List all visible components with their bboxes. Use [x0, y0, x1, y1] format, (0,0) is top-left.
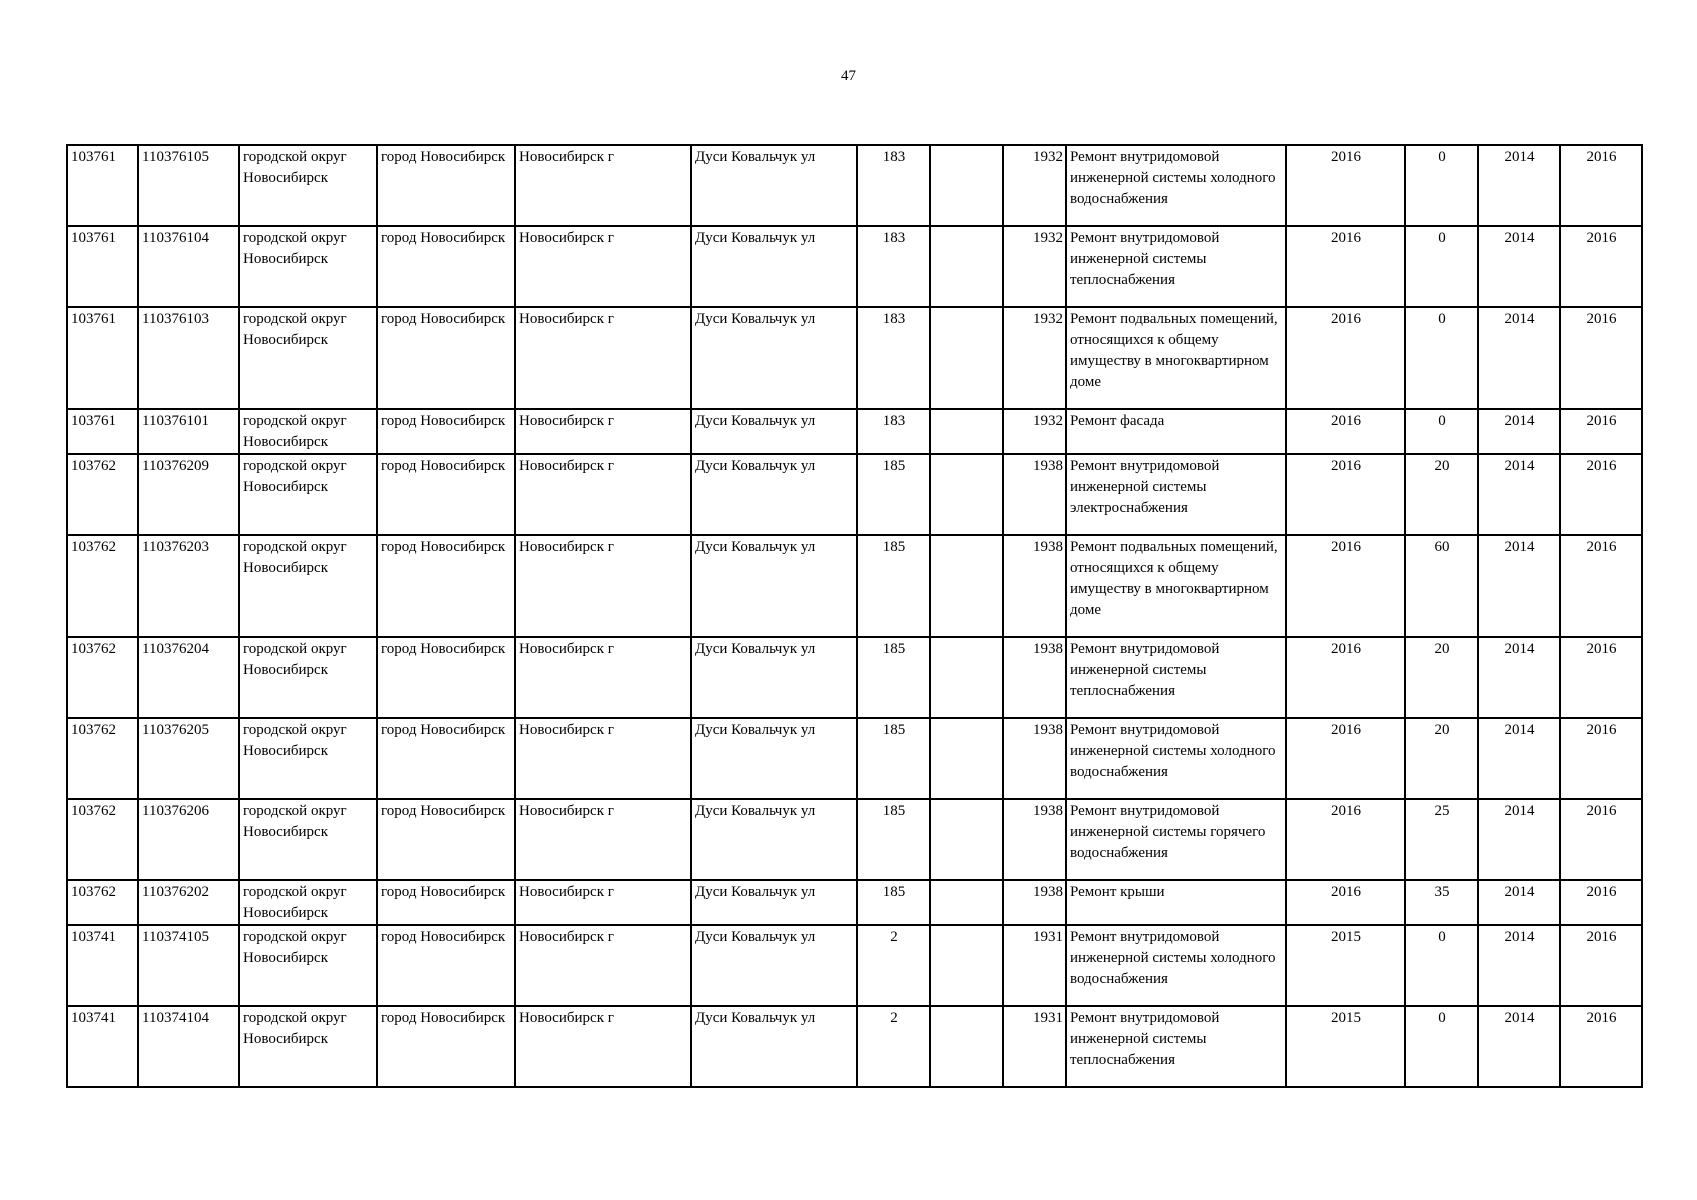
cell-period-end: 2016 [1560, 637, 1642, 718]
cell-settlement: город Новосибирск [377, 637, 515, 718]
cell-object-id: 103762 [67, 637, 138, 718]
cell-planned-year: 2016 [1286, 637, 1405, 718]
cell-object-id: 103762 [67, 535, 138, 637]
cell-street: Дуси Ковальчук ул [691, 454, 857, 535]
cell-street: Дуси Ковальчук ул [691, 925, 857, 1006]
cell-planned-year: 2015 [1286, 925, 1405, 1006]
cell-house-number: 183 [857, 226, 930, 307]
cell-period-start: 2014 [1478, 226, 1560, 307]
cell-object-id: 103761 [67, 226, 138, 307]
cell-construction-year: 1938 [1003, 535, 1066, 637]
cell-city: Новосибирск г [515, 637, 691, 718]
cell-city: Новосибирск г [515, 145, 691, 226]
cell-period-end: 2016 [1560, 718, 1642, 799]
cell-work-type: Ремонт фасада [1066, 409, 1286, 454]
cell-house-number: 185 [857, 637, 930, 718]
cell-wear-value: 0 [1405, 145, 1478, 226]
cell-city: Новосибирск г [515, 718, 691, 799]
cell-planned-year: 2016 [1286, 718, 1405, 799]
repair-registry-table [66, 144, 1643, 1088]
cell-period-end: 2016 [1560, 454, 1642, 535]
cell-work-code: 110376209 [138, 454, 239, 535]
cell-planned-year: 2016 [1286, 799, 1405, 880]
cell-wear-value: 20 [1405, 718, 1478, 799]
cell-work-code: 110376104 [138, 226, 239, 307]
cell-period-start: 2014 [1478, 145, 1560, 226]
cell-municipal-district: городской округ Новосибирск [239, 535, 377, 637]
cell-wear-value: 0 [1405, 226, 1478, 307]
cell-wear-value: 0 [1405, 409, 1478, 454]
cell-street: Дуси Ковальчук ул [691, 226, 857, 307]
cell-city: Новосибирск г [515, 880, 691, 925]
cell-city: Новосибирск г [515, 925, 691, 1006]
cell-municipal-district: городской округ Новосибирск [239, 454, 377, 535]
cell-work-code: 110376203 [138, 535, 239, 637]
table-row [67, 145, 1642, 226]
cell-municipal-district: городской округ Новосибирск [239, 880, 377, 925]
cell-wear-value: 20 [1405, 637, 1478, 718]
cell-work-type: Ремонт внутридомовой инженерной системы холодного водоснабжения [1066, 145, 1286, 226]
cell-object-id: 103761 [67, 307, 138, 409]
cell-construction-year: 1932 [1003, 409, 1066, 454]
cell-city: Новосибирск г [515, 454, 691, 535]
cell-building [930, 307, 1003, 409]
cell-period-end: 2016 [1560, 409, 1642, 454]
cell-municipal-district: городской округ Новосибирск [239, 226, 377, 307]
cell-wear-value: 20 [1405, 454, 1478, 535]
cell-object-id: 103741 [67, 1006, 138, 1087]
cell-settlement: город Новосибирск [377, 535, 515, 637]
cell-work-type: Ремонт внутридомовой инженерной системы электроснабжения [1066, 454, 1286, 535]
cell-wear-value: 60 [1405, 535, 1478, 637]
cell-house-number: 183 [857, 145, 930, 226]
cell-municipal-district: городской округ Новосибирск [239, 925, 377, 1006]
cell-house-number: 185 [857, 535, 930, 637]
cell-municipal-district: городской округ Новосибирск [239, 145, 377, 226]
cell-object-id: 103761 [67, 145, 138, 226]
cell-settlement: город Новосибирск [377, 880, 515, 925]
cell-period-start: 2014 [1478, 799, 1560, 880]
cell-house-number: 2 [857, 1006, 930, 1087]
cell-municipal-district: городской округ Новосибирск [239, 637, 377, 718]
cell-city: Новосибирск г [515, 1006, 691, 1087]
cell-object-id: 103762 [67, 799, 138, 880]
cell-work-code: 110376206 [138, 799, 239, 880]
cell-street: Дуси Ковальчук ул [691, 880, 857, 925]
cell-period-end: 2016 [1560, 226, 1642, 307]
table-row [67, 409, 1642, 454]
cell-street: Дуси Ковальчук ул [691, 799, 857, 880]
cell-house-number: 183 [857, 307, 930, 409]
cell-house-number: 185 [857, 880, 930, 925]
cell-planned-year: 2016 [1286, 454, 1405, 535]
cell-building [930, 925, 1003, 1006]
table-row [67, 880, 1642, 925]
cell-building [930, 409, 1003, 454]
table-row [67, 535, 1642, 637]
cell-building [930, 637, 1003, 718]
cell-settlement: город Новосибирск [377, 799, 515, 880]
cell-settlement: город Новосибирск [377, 409, 515, 454]
cell-building [930, 718, 1003, 799]
cell-wear-value: 25 [1405, 799, 1478, 880]
cell-period-end: 2016 [1560, 145, 1642, 226]
cell-settlement: город Новосибирск [377, 1006, 515, 1087]
cell-municipal-district: городской округ Новосибирск [239, 718, 377, 799]
cell-building [930, 145, 1003, 226]
table-row [67, 799, 1642, 880]
cell-period-start: 2014 [1478, 307, 1560, 409]
table-row [67, 925, 1642, 1006]
table-row [67, 307, 1642, 409]
cell-work-type: Ремонт внутридомовой инженерной системы холодного водоснабжения [1066, 718, 1286, 799]
cell-work-code: 110376105 [138, 145, 239, 226]
cell-period-start: 2014 [1478, 637, 1560, 718]
cell-settlement: город Новосибирск [377, 718, 515, 799]
cell-period-start: 2014 [1478, 535, 1560, 637]
cell-settlement: город Новосибирск [377, 925, 515, 1006]
cell-work-code: 110376103 [138, 307, 239, 409]
cell-construction-year: 1938 [1003, 637, 1066, 718]
cell-building [930, 799, 1003, 880]
table-row [67, 226, 1642, 307]
cell-settlement: город Новосибирск [377, 454, 515, 535]
cell-municipal-district: городской округ Новосибирск [239, 1006, 377, 1087]
cell-building [930, 880, 1003, 925]
cell-object-id: 103761 [67, 409, 138, 454]
cell-building [930, 226, 1003, 307]
cell-planned-year: 2016 [1286, 880, 1405, 925]
cell-object-id: 103741 [67, 925, 138, 1006]
cell-municipal-district: городской округ Новосибирск [239, 799, 377, 880]
cell-period-end: 2016 [1560, 880, 1642, 925]
cell-street: Дуси Ковальчук ул [691, 1006, 857, 1087]
cell-street: Дуси Ковальчук ул [691, 535, 857, 637]
cell-municipal-district: городской округ Новосибирск [239, 409, 377, 454]
cell-house-number: 2 [857, 925, 930, 1006]
cell-house-number: 185 [857, 718, 930, 799]
cell-settlement: город Новосибирск [377, 226, 515, 307]
cell-work-code: 110376101 [138, 409, 239, 454]
cell-work-code: 110374104 [138, 1006, 239, 1087]
cell-building [930, 454, 1003, 535]
cell-building [930, 535, 1003, 637]
cell-construction-year: 1931 [1003, 925, 1066, 1006]
cell-work-type: Ремонт внутридомовой инженерной системы теплоснабжения [1066, 1006, 1286, 1087]
cell-period-end: 2016 [1560, 799, 1642, 880]
cell-construction-year: 1938 [1003, 880, 1066, 925]
cell-construction-year: 1938 [1003, 454, 1066, 535]
cell-building [930, 1006, 1003, 1087]
cell-settlement: город Новосибирск [377, 307, 515, 409]
cell-work-code: 110376204 [138, 637, 239, 718]
table-body [67, 145, 1642, 1087]
cell-period-end: 2016 [1560, 1006, 1642, 1087]
cell-planned-year: 2016 [1286, 226, 1405, 307]
cell-work-type: Ремонт подвальных помещений, относящихся к общему имуществу в многоквартирном доме [1066, 307, 1286, 409]
cell-period-start: 2014 [1478, 925, 1560, 1006]
cell-wear-value: 0 [1405, 1006, 1478, 1087]
cell-street: Дуси Ковальчук ул [691, 307, 857, 409]
cell-street: Дуси Ковальчук ул [691, 718, 857, 799]
cell-work-code: 110376205 [138, 718, 239, 799]
cell-wear-value: 35 [1405, 880, 1478, 925]
cell-work-type: Ремонт крыши [1066, 880, 1286, 925]
cell-period-start: 2014 [1478, 409, 1560, 454]
cell-period-start: 2014 [1478, 454, 1560, 535]
cell-construction-year: 1931 [1003, 1006, 1066, 1087]
cell-period-end: 2016 [1560, 925, 1642, 1006]
cell-construction-year: 1938 [1003, 799, 1066, 880]
cell-house-number: 185 [857, 799, 930, 880]
cell-period-start: 2014 [1478, 718, 1560, 799]
cell-work-code: 110374105 [138, 925, 239, 1006]
cell-object-id: 103762 [67, 454, 138, 535]
cell-period-start: 2014 [1478, 1006, 1560, 1087]
cell-city: Новосибирск г [515, 307, 691, 409]
page-number: 47 [841, 68, 856, 84]
cell-wear-value: 0 [1405, 307, 1478, 409]
cell-period-start: 2014 [1478, 880, 1560, 925]
cell-planned-year: 2015 [1286, 1006, 1405, 1087]
cell-planned-year: 2016 [1286, 535, 1405, 637]
cell-work-type: Ремонт внутридомовой инженерной системы холодного водоснабжения [1066, 925, 1286, 1006]
cell-city: Новосибирск г [515, 226, 691, 307]
table-row [67, 1006, 1642, 1087]
cell-construction-year: 1932 [1003, 307, 1066, 409]
cell-work-code: 110376202 [138, 880, 239, 925]
cell-period-end: 2016 [1560, 307, 1642, 409]
cell-work-type: Ремонт внутридомовой инженерной системы теплоснабжения [1066, 637, 1286, 718]
cell-city: Новосибирск г [515, 799, 691, 880]
cell-city: Новосибирск г [515, 535, 691, 637]
cell-municipal-district: городской округ Новосибирск [239, 307, 377, 409]
cell-planned-year: 2016 [1286, 145, 1405, 226]
cell-city: Новосибирск г [515, 409, 691, 454]
cell-street: Дуси Ковальчук ул [691, 145, 857, 226]
cell-wear-value: 0 [1405, 925, 1478, 1006]
cell-planned-year: 2016 [1286, 307, 1405, 409]
cell-settlement: город Новосибирск [377, 145, 515, 226]
table-row [67, 718, 1642, 799]
table-row [67, 637, 1642, 718]
cell-object-id: 103762 [67, 718, 138, 799]
cell-house-number: 185 [857, 454, 930, 535]
cell-object-id: 103762 [67, 880, 138, 925]
cell-house-number: 183 [857, 409, 930, 454]
cell-construction-year: 1932 [1003, 226, 1066, 307]
cell-period-end: 2016 [1560, 535, 1642, 637]
cell-street: Дуси Ковальчук ул [691, 409, 857, 454]
cell-planned-year: 2016 [1286, 409, 1405, 454]
cell-work-type: Ремонт внутридомовой инженерной системы теплоснабжения [1066, 226, 1286, 307]
cell-construction-year: 1932 [1003, 145, 1066, 226]
cell-street: Дуси Ковальчук ул [691, 637, 857, 718]
cell-construction-year: 1938 [1003, 718, 1066, 799]
cell-work-type: Ремонт внутридомовой инженерной системы горячего водоснабжения [1066, 799, 1286, 880]
table-row [67, 454, 1642, 535]
cell-work-type: Ремонт подвальных помещений, относящихся к общему имуществу в многоквартирном доме [1066, 535, 1286, 637]
